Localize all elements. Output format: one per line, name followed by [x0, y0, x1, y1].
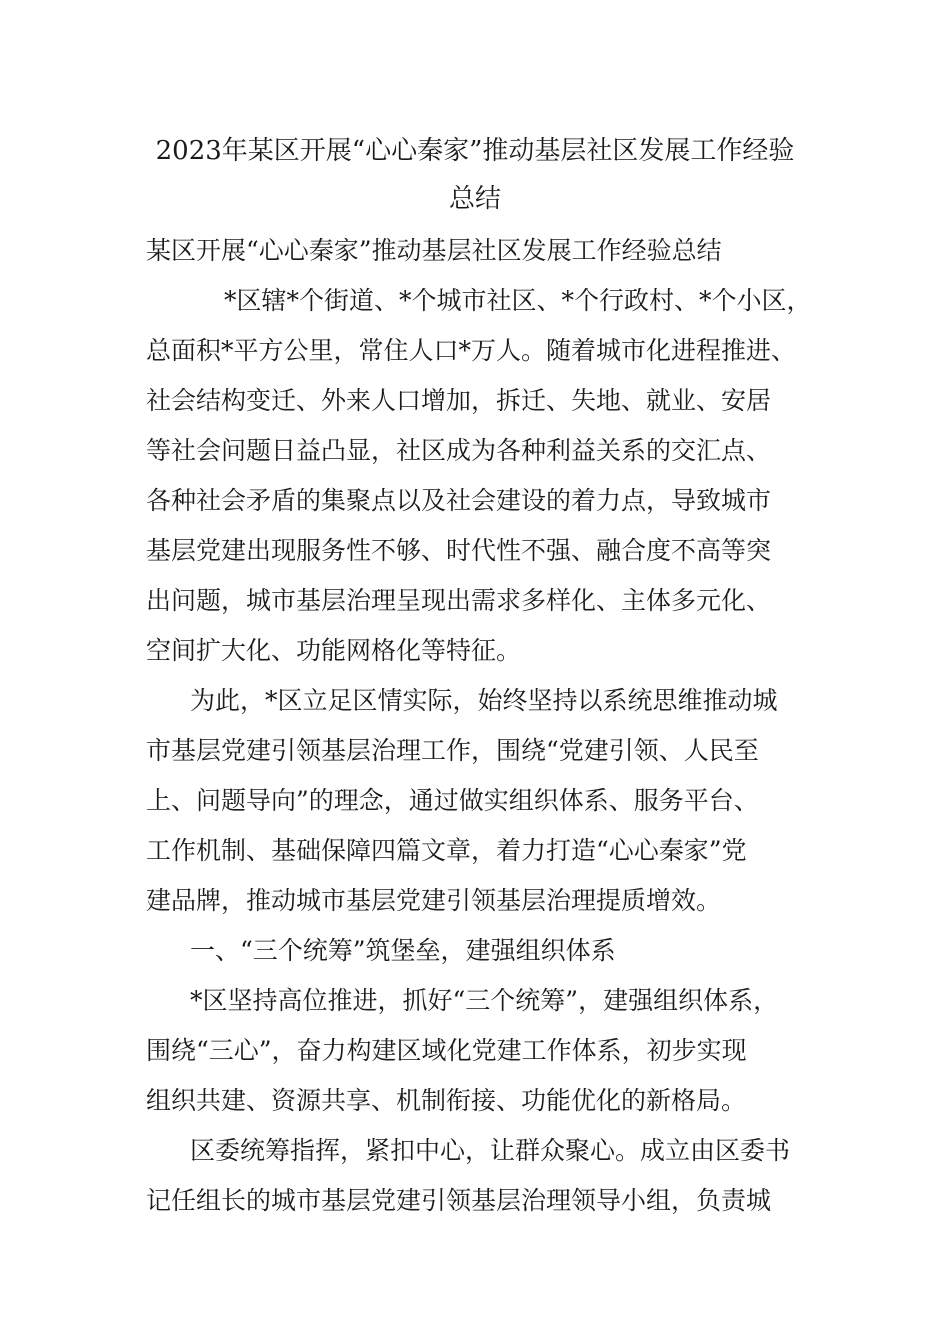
- body-line: *区坚持高位推进，抓好“三个统筹”，建强组织体系，: [190, 986, 779, 1015]
- body-line: 各种社会矛盾的集聚点以及社会建设的着力点，导致城市: [146, 486, 772, 515]
- body-line: 空间扩大化、功能网格化等特征。: [146, 636, 522, 665]
- section-heading: 一、“三个统筹”筑堡垒，建强组织体系: [190, 936, 616, 965]
- body-line: 区委统筹指挥，紧扣中心，让群众聚心。成立由区委书: [190, 1136, 791, 1165]
- document-title-line-2: 总结: [448, 184, 501, 214]
- body-line: 出问题，城市基层治理呈现出需求多样化、主体多元化、: [146, 586, 772, 615]
- body-line: 工作机制、基础保障四篇文章，着力打造“心心秦家”党: [146, 836, 747, 865]
- body-line: 社会结构变迁、外来人口增加，拆迁、失地、就业、安居: [146, 386, 772, 415]
- body-line: 基层党建出现服务性不够、时代性不强、融合度不高等突: [146, 536, 772, 565]
- document-subtitle: 某区开展“心心秦家”推动基层社区发展工作经验总结: [146, 236, 722, 265]
- body-line: 上、问题导向”的理念，通过做实组织体系、服务平台、: [146, 786, 759, 815]
- body-line: 围绕“三心”，奋力构建区域化党建工作体系，初步实现: [146, 1036, 747, 1065]
- body-line: 总面积*平方公里，常住人口*万人。随着城市化进程推进、: [146, 336, 797, 365]
- body-line: 为此，*区立足区情实际，始终坚持以系统思维推动城: [190, 686, 778, 715]
- body-line: 市基层党建引领基层治理工作，围绕“党建引领、人民至: [146, 736, 759, 765]
- document-title-line-1: 2023年某区开展“心心秦家”推动基层社区发展工作经验: [155, 136, 795, 166]
- body-line: 等社会问题日益凸显，社区成为各种利益关系的交汇点、: [146, 436, 772, 465]
- body-line: 组织共建、资源共享、机制衔接、功能优化的新格局。: [146, 1086, 747, 1115]
- document-body: [146, 276, 812, 1226]
- body-line: 建品牌，推动城市基层党建引领基层治理提质增效。: [146, 886, 722, 915]
- body-line: 记任组长的城市基层党建引领基层治理领导小组，负责城: [146, 1186, 772, 1215]
- body-line: *区辖*个街道、*个城市社区、*个行政村、*个小区，: [224, 286, 812, 315]
